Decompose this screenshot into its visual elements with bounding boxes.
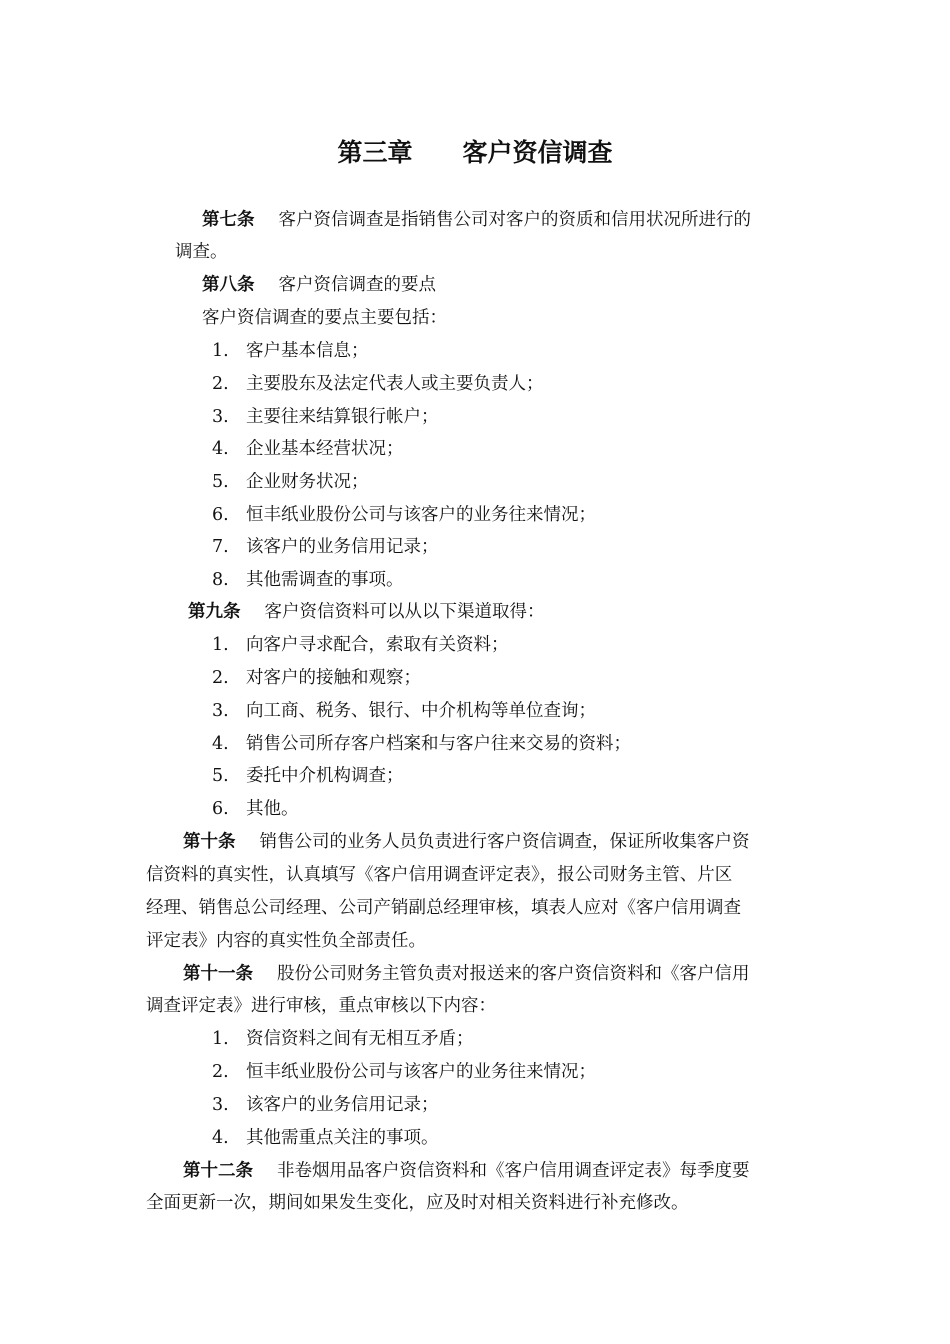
article-8-item-6: 6. 恒丰纸业股份公司与该客户的业务往来情况； bbox=[212, 505, 596, 525]
article-12-line-2: 全面更新一次，期间如果发生变化，应及时对相关资料进行补充修改。 bbox=[146, 1193, 689, 1213]
article-10-line-2: 信资料的真实性，认真填写《客户信用调查评定表》，报公司财务主管、片区 bbox=[146, 865, 733, 885]
article-10-label: 第十条 bbox=[183, 832, 236, 852]
article-8-item-3: 3. 主要往来结算银行帐户； bbox=[212, 407, 439, 427]
article-9-item-1: 1. 向客户寻求配合，索取有关资料； bbox=[212, 635, 509, 655]
article-8-item-2: 2. 主要股东及法定代表人或主要负责人； bbox=[212, 374, 544, 394]
article-9-heading: 第九条 客户资信资料可以从以下渠道取得： bbox=[188, 602, 545, 622]
article-7-line-2: 调查。 bbox=[175, 242, 228, 262]
article-11-line-1: 第十一条 股份公司财务主管负责对报送来的客户资信资料和《客户信用 bbox=[183, 964, 750, 984]
article-12-label: 第十二条 bbox=[183, 1161, 253, 1181]
article-9-item-6: 6. 其他。 bbox=[212, 799, 299, 819]
article-8-label: 第八条 bbox=[202, 275, 255, 295]
article-11-item-4: 4. 其他需重点关注的事项。 bbox=[212, 1128, 439, 1148]
article-11-item-3: 3. 该客户的业务信用记录； bbox=[212, 1095, 439, 1115]
article-8-item-7: 7. 该客户的业务信用记录； bbox=[212, 537, 439, 557]
article-8-heading: 第八条 客户资信调查的要点 bbox=[202, 275, 436, 295]
article-9-item-5: 5. 委托中介机构调查； bbox=[212, 766, 404, 786]
chapter-title: 第三章 客户资信调查 bbox=[337, 138, 613, 167]
article-8-item-4: 4. 企业基本经营状况； bbox=[212, 439, 404, 459]
article-12-line-1: 第十二条 非卷烟用品客户资信资料和《客户信用调查评定表》每季度要 bbox=[183, 1161, 750, 1181]
article-8-intro: 客户资信调查的要点主要包括： bbox=[202, 308, 447, 328]
article-9-label: 第九条 bbox=[188, 602, 241, 622]
article-9-item-2: 2. 对客户的接触和观察； bbox=[212, 668, 421, 688]
article-8-item-5: 5. 企业财务状况； bbox=[212, 472, 369, 492]
article-10-line-3: 经理、销售总公司经理、公司产销副总经理审核，填表人应对《客户信用调查 bbox=[146, 898, 741, 918]
article-11-item-2: 2. 恒丰纸业股份公司与该客户的业务往来情况； bbox=[212, 1062, 596, 1082]
article-10-line-1: 第十条 销售公司的业务人员负责进行客户资信调查，保证所收集客户资 bbox=[183, 832, 750, 852]
article-11-line-2: 调查评定表》进行审核，重点审核以下内容： bbox=[146, 996, 496, 1016]
article-9-item-4: 4. 销售公司所存客户档案和与客户往来交易的资料； bbox=[212, 734, 631, 754]
article-10-line-4: 评定表》内容的真实性负全部责任。 bbox=[146, 931, 426, 951]
article-11-label: 第十一条 bbox=[183, 964, 253, 984]
article-7-line-1: 第七条 客户资信调查是指销售公司对客户的资质和信用状况所进行的 bbox=[202, 210, 751, 230]
article-8-item-8: 8. 其他需调查的事项。 bbox=[212, 570, 404, 590]
article-8-item-1: 1. 客户基本信息； bbox=[212, 341, 369, 361]
article-11-item-1: 1. 资信资料之间有无相互矛盾； bbox=[212, 1029, 474, 1049]
article-9-item-3: 3. 向工商、税务、银行、中介机构等单位查询； bbox=[212, 701, 596, 721]
article-7-label: 第七条 bbox=[202, 210, 255, 230]
